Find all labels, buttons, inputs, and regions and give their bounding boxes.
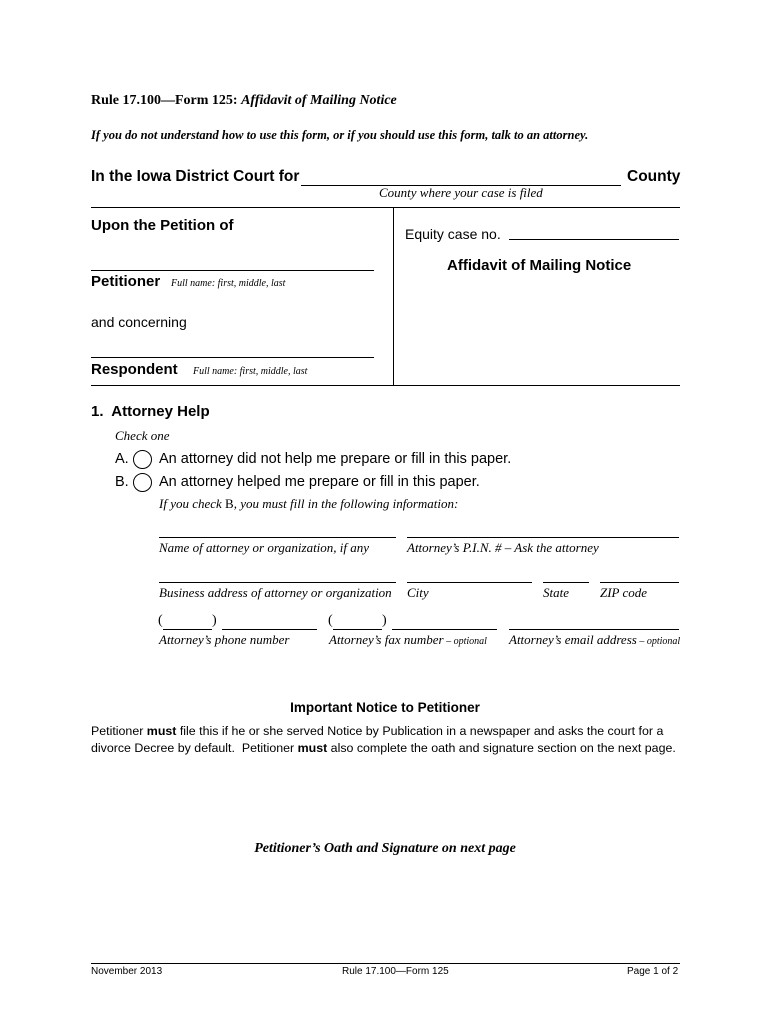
petitioner-name-input[interactable] [91, 270, 374, 271]
phone-paren-close: ) [212, 613, 217, 628]
court-label: In the Iowa District Court for [91, 168, 300, 185]
equity-case-input[interactable] [509, 239, 679, 240]
form-rule-prefix: Rule 17.100—Form 125: [91, 93, 242, 108]
fax-area-code-input[interactable] [333, 629, 382, 630]
business-address-label: Business address of attorney or organization [159, 585, 392, 600]
option-a-text: An attorney did not help me prepare or fill in this paper. [159, 451, 512, 467]
county-caption: County where your case is filed [379, 185, 543, 200]
email-label-text: Attorney’s email address [509, 632, 637, 647]
petitioner-label: Petitioner [91, 273, 161, 290]
county-label: County [627, 168, 681, 185]
fax-optional-text: – optional [443, 636, 487, 647]
business-address-input[interactable] [159, 582, 396, 583]
fax-number-input[interactable] [392, 629, 497, 630]
option-b-note [159, 496, 458, 512]
caption-top-rule [91, 207, 680, 208]
notice-line-1 [91, 723, 676, 740]
phone-paren-open: ( [158, 613, 163, 628]
affidavit-title: Affidavit of Mailing Notice [447, 257, 632, 274]
attorney-name-input[interactable] [159, 537, 396, 538]
footer-date: November 2013 [91, 966, 163, 977]
email-label [509, 632, 680, 648]
form-rule-title: Affidavit of Mailing Notice [241, 93, 397, 108]
option-b-letter: B. [115, 474, 129, 490]
phone-area-code-input[interactable] [163, 629, 212, 630]
respondent-label: Respondent [91, 361, 178, 378]
fax-paren-close: ) [382, 613, 387, 628]
petition-label: Upon the Petition of [91, 217, 234, 234]
notice-must-1: must [146, 724, 177, 738]
state-input[interactable] [543, 582, 589, 583]
next-page-note: Petitioner’s Oath and Signature on next page [254, 841, 516, 856]
notice-heading: Important Notice to Petitioner [290, 700, 480, 715]
petitioner-hint: Full name: first, middle, last [171, 278, 286, 289]
zip-input[interactable] [600, 582, 679, 583]
check-one-label: Check one [115, 428, 170, 443]
notice-line-1-start: Petitioner [91, 724, 147, 738]
notice-paragraph [91, 723, 676, 757]
footer-page-number: Page 1 of 2 [627, 966, 679, 977]
caption-vertical-rule [393, 207, 394, 385]
option-b-text: An attorney helped me prepare or fill in this paper. [159, 474, 480, 490]
notice-line-2 [91, 740, 676, 757]
and-concerning-text: and concerning [91, 314, 187, 330]
attorney-pin-label: Attorney’s P.I.N. # – Ask the attorney [407, 540, 599, 555]
state-label: State [543, 585, 569, 600]
email-optional-text: – optional [636, 636, 681, 647]
fax-label [329, 632, 487, 648]
notice-line-1-end: file this if he or she served Notice by Publication in a newspaper and asks the court for a [176, 724, 664, 738]
option-b-note-letter: B [225, 496, 234, 511]
footer-rule [91, 963, 680, 964]
option-a-radio[interactable] [133, 450, 152, 469]
footer-form-id: Rule 17.100—Form 125 [342, 966, 449, 977]
caption-bottom-rule [91, 385, 680, 386]
city-input[interactable] [407, 582, 532, 583]
option-b-radio[interactable] [133, 473, 152, 492]
email-input[interactable] [509, 629, 679, 630]
phone-label: Attorney’s phone number [159, 632, 290, 647]
respondent-name-input[interactable] [91, 357, 374, 358]
zip-label: ZIP code [600, 585, 648, 600]
attorney-pin-input[interactable] [407, 537, 679, 538]
form-title [91, 93, 397, 109]
respondent-hint: Full name: first, middle, last [193, 366, 308, 377]
fax-label-text: Attorney’s fax number [329, 632, 444, 647]
attorney-name-label: Name of attorney or organization, if any [159, 540, 370, 555]
notice-line-2-end: also complete the oath and signature section on the next page. [327, 741, 676, 755]
fax-paren-open: ( [328, 613, 333, 628]
notice-line-2-start: divorce Decree by default. Petitioner [91, 741, 298, 755]
equity-case-label: Equity case no. [405, 226, 501, 242]
option-b-note-start: If you check [159, 496, 226, 511]
option-b-note-end: , you must fill in the following information: [233, 496, 459, 511]
phone-number-input[interactable] [222, 629, 317, 630]
notice-must-2: must [297, 741, 328, 755]
city-label: City [407, 585, 429, 600]
section-1-heading: 1. Attorney Help [91, 403, 210, 420]
option-a-letter: A. [115, 451, 129, 467]
instruction-text: If you do not understand how to use this form, or if you should use this form, talk to an attorney. [91, 128, 589, 142]
